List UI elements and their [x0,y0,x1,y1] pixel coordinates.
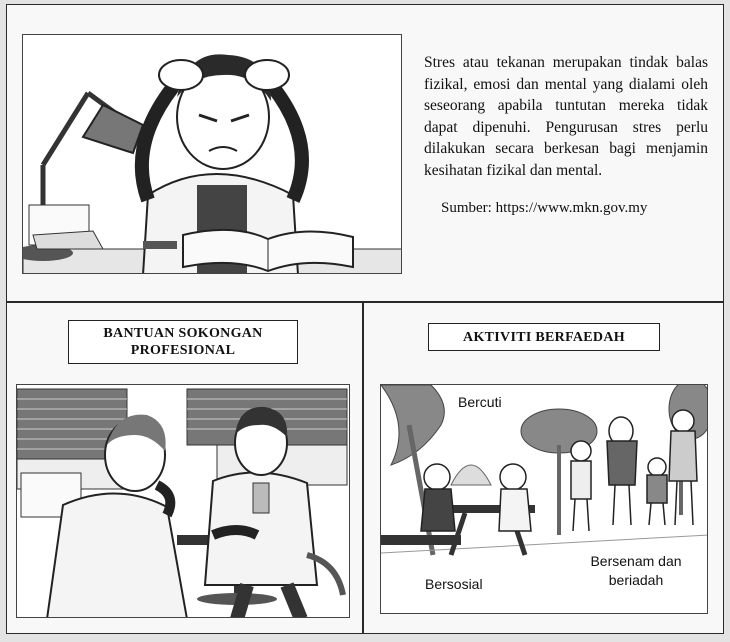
source-citation: Sumber: https://www.mkn.gov.my [441,200,648,216]
label-bersosial: Bersosial [425,576,483,592]
label-bercuti: Bercuti [458,394,502,410]
stressed-student-icon [23,35,402,274]
professional-support-title: BANTUAN SOKONGAN PROFESIONAL [68,320,298,364]
counselling-icon [17,385,350,618]
label-bersenam-dan-beriadah: Bersenam dan beriadah [590,553,682,588]
beneficial-activities-title: AKTIVITI BERFAEDAH [428,323,660,351]
stress-passage: Stres atau tekanan merupakan tindak balas fizikal, emosi dan mental yang dialami oleh seseorang apabila tuntutan mereka tidak dapat dipenuhi. Pengurusan stres perlu dilakukan secara berkesan bagi menjamin kesihatan fizikal dan mental. [424,54,708,179]
stressed-student-illustration [22,34,402,274]
counselling-session-illustration [16,384,350,618]
